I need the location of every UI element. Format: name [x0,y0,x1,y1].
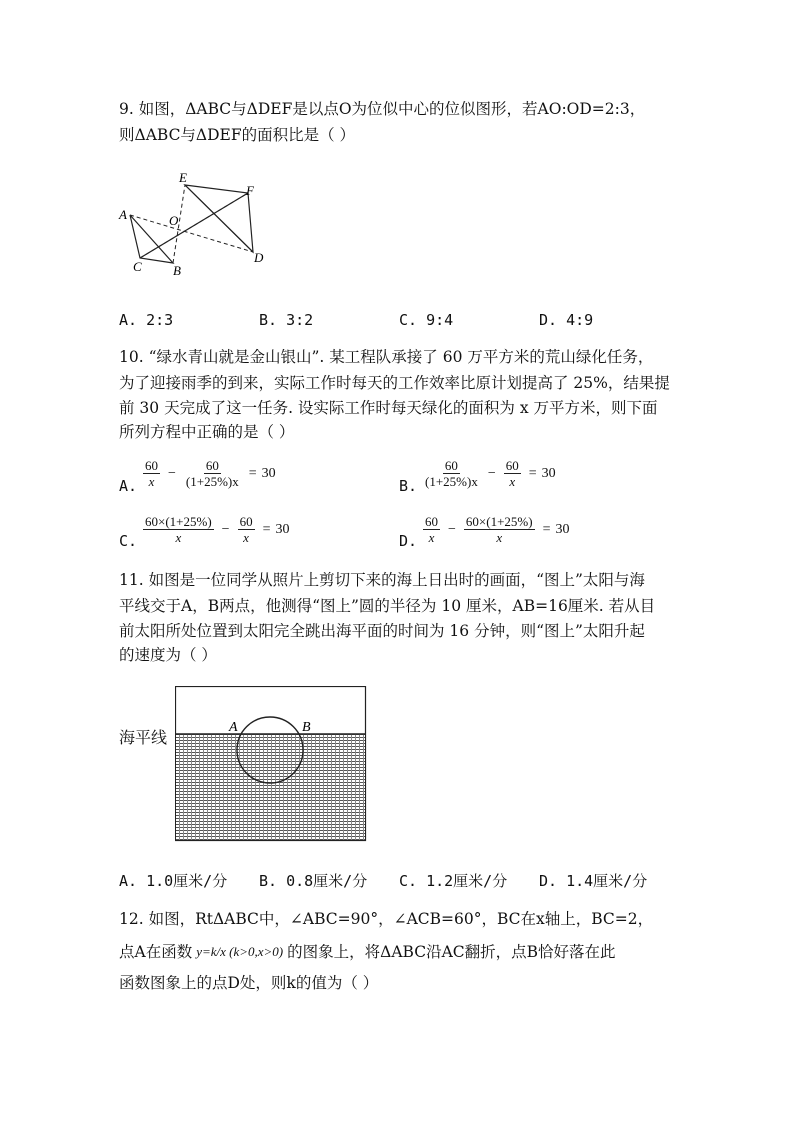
q9-option-a[interactable]: A. 2:3 [119,311,174,329]
label-E: E [179,170,187,185]
label-O: O [169,213,179,228]
optB-f1-num: 60 [444,458,458,473]
q9-option-d[interactable]: D. 4:9 [539,311,594,329]
optB-rhs: 30 [541,465,556,481]
q11-line1: 11. 如图是一位同学从照片上剪切下来的海上日出时的画面，“图上”太阳与海 [119,571,645,589]
optA-f1-den: x [148,474,155,489]
label-C: C [133,259,142,274]
q12-line1: 12. 如图，RtΔABC中，∠ABC=90°，∠ACB=60°，BC在x轴上，BC=2， [119,910,654,928]
q11-line2: 平线交于A，B两点，他测得“图上”圆的半径为 10 厘米，AB=16厘米. 若从目 [119,597,656,615]
q9-line2: 则ΔABC与ΔDEF的面积比是（ ） [119,126,356,144]
optD-f1-den: x [428,530,435,545]
q11-line4: 的速度为（ ） [119,646,217,664]
optB-f1-den: (1+25%)x [425,474,478,489]
label-B: B [173,263,181,278]
q12-line2-post: 的图象上，将ΔABC沿AC翻折，点B恰好落在此 [287,943,616,961]
optA-rhs: 30 [261,465,276,481]
q11-sea-label: 海平线 [119,728,168,747]
q10-line1: 10. “绿水青山就是金山银山”. 某工程队承接了 60 万平方米的荒山绿化任务， [119,348,654,366]
q10-line3: 前 30 天完成了这一任务. 设实际工作时每天绿化的面积为 x 万平方米，则下面 [119,399,658,417]
optD-f1-num: 60 [425,514,438,529]
optB-f2-num: 60 [505,458,519,473]
optC-f2-num: 60 [239,514,253,529]
q10-option-c-label[interactable]: C. [119,532,138,550]
q10-option-b-equation[interactable]: $\frac{60}{(1+25\%)x}$ − $\frac{60}{x}$ = 30 [425,458,556,489]
q12-function: y=k/x (k>0,x>0) [196,944,284,959]
label-A: A [119,207,127,222]
q11-option-d[interactable]: D. 1.4厘米/分 [539,872,648,890]
q10-option-a-label[interactable]: A. [119,477,138,495]
q10-option-b-label[interactable]: B. [399,477,418,495]
optA-f2-num: 60 [205,458,219,473]
q11-option-a[interactable]: A. 1.0厘米/分 [119,872,228,890]
q9-line1: 9. 如图，ΔABC与ΔDEF是以点O为位似中心的位似图形，若AO:OD=2:3， [119,100,646,118]
optD-rhs: 30 [555,521,570,537]
optC-rhs: 30 [275,521,290,537]
label-D: D [254,250,264,265]
q9-option-c[interactable]: C. 9:4 [399,311,454,329]
q9-figure [115,165,275,280]
optD-f2-den: x [496,530,503,545]
label-A: A [229,720,238,735]
q11-option-c[interactable]: C. 1.2厘米/分 [399,872,508,890]
q10-option-d-label[interactable]: D. [399,532,418,550]
label-B: B [302,720,311,735]
q12-line2-pre: 点A在函数 [119,943,193,961]
q10-option-c-equation[interactable]: $\frac{60\times(1+25\%)}{x}$ − $\frac{60}{x}$ = 30 [145,514,290,545]
optA-f1-num: 60 [145,458,158,473]
q9-option-b[interactable]: B. 3:2 [259,311,314,329]
triangle-abc [130,215,173,263]
optC-f2-den: x [243,530,249,545]
optD-f2-num: 60×(1+25%) [465,514,533,529]
q12-line2 [119,942,616,962]
optC-f1-den: x [175,530,182,545]
optB-f2-den: x [509,474,516,489]
q10-line4: 所列方程中正确的是（ ） [119,423,295,441]
q11-line3: 前太阳所处位置到太阳完全跳出海平面的时间为 16 分钟，则“图上”太阳升起 [119,622,645,640]
q11-figure [175,686,367,842]
q12-line3: 函数图象上的点D处，则k的值为（ ） [119,974,379,992]
sea-area [176,734,365,840]
optC-f1-num: 60×(1+25%) [145,514,212,529]
q10-line2: 为了迎接雨季的到来，实际工作时每天的工作效率比原计划提高了 25%，结果提 [119,374,670,392]
q10-option-d-equation[interactable]: $\frac{60}{x}$ − $\frac{60\times(1+25\%)}{x}$ = 30 [425,514,570,545]
optA-f2-den: (1+25%)x [185,474,239,489]
q11-option-b[interactable]: B. 0.8厘米/分 [259,872,368,890]
label-F: F [246,183,254,198]
q10-option-a-equation[interactable]: $\frac{60}{x}$ − $\frac{60}{(1+25\%)x}$ = 30 [145,458,276,489]
